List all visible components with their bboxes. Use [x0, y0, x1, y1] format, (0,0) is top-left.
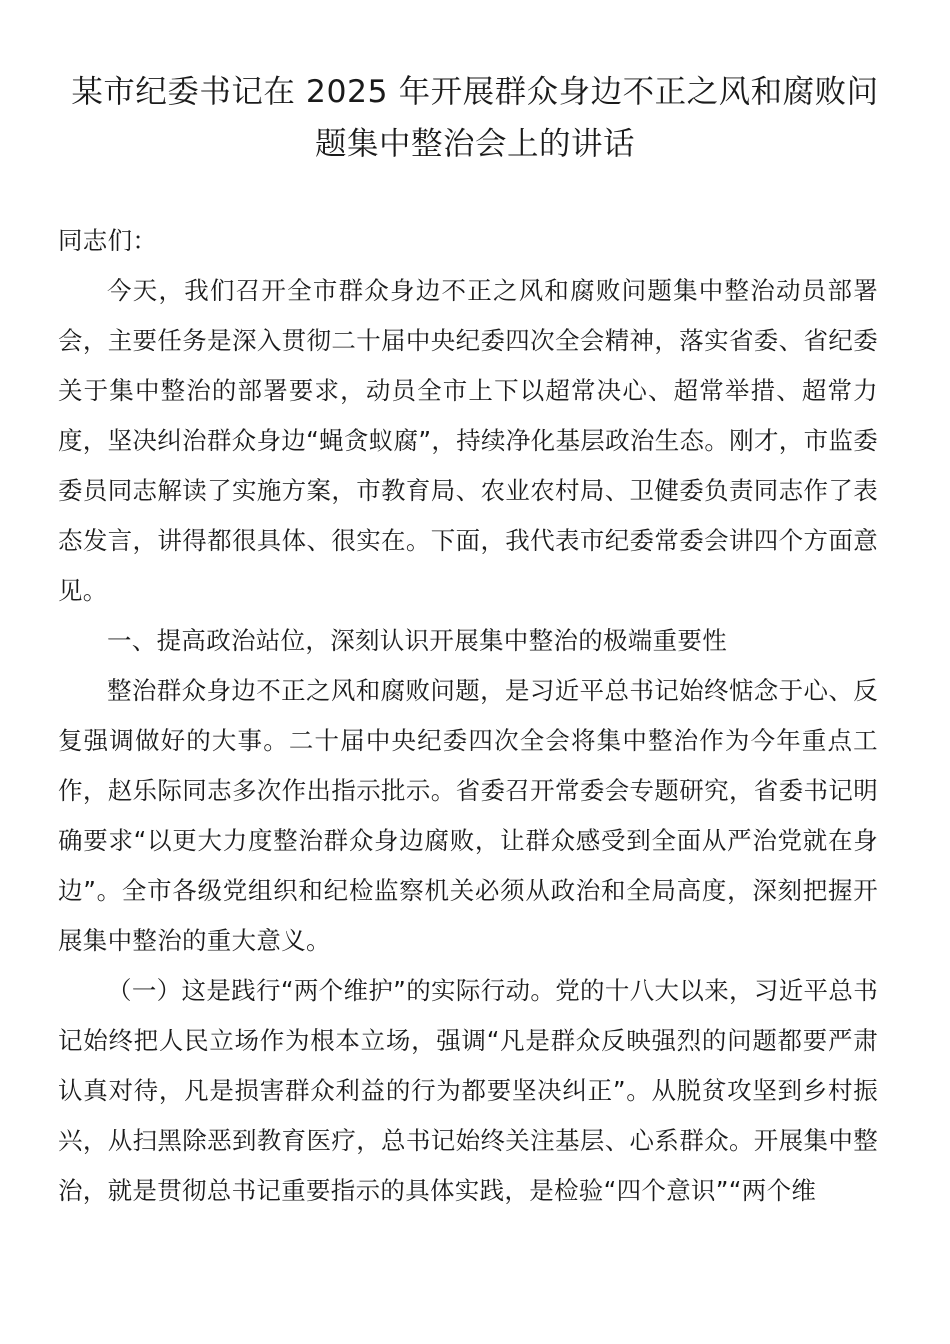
paragraph-subsection-1: （一）这是践行“两个维护”的实际行动。党的十八大以来，习近平总书记始终把人民立场作为根本立场，强调“凡是群众反映强烈的问题都要严肃认真对待，凡是损害群众利益的行为都要坚决纠正”。从脱贫攻坚到乡村振兴，从扫黑除恶到教育医疗，总书记始终关注基层、心系群众。开展集中整治，就是贯彻总书记重要指示的具体实践，是检验“四个意识”“两个维: [58, 976, 878, 1205]
paragraph-intro: 今天，我们召开全市群众身边不正之风和腐败问题集中整治动员部署会，主要任务是深入贯彻二十届中央纪委四次全会精神，落实省委、省纪委关于集中整治的部署要求，动员全市上下以超常决心、超常举措、超常力度，坚决纠治群众身边“蝇贪蚁腐”，持续净化基层政治生态。刚才，市监委委员同志解读了实施方案，市教育局、农业农村局、卫健委负责同志作了表态发言，讲得都很具体、很实在。下面，我代表市纪委常委会讲四个方面意见。: [58, 276, 878, 605]
salutation: 同志们：: [58, 226, 158, 255]
section-heading-1: 一、提高政治站位，深刻认识开展集中整治的极端重要性: [107, 626, 727, 655]
document-body: [58, 216, 878, 1216]
paragraph-section-1: 整治群众身边不正之风和腐败问题，是习近平总书记始终惦念于心、反复强调做好的大事。二十届中央纪委四次全会将集中整治作为今年重点工作，赵乐际同志多次作出指示批示。省委召开常委会专题研究，省委书记明确要求“以更大力度整治群众身边腐败，让群众感受到全面从严治党就在身边”。全市各级党组织和纪检监察机关必须从政治和全局高度，深刻把握开展集中整治的重大意义。: [58, 676, 878, 955]
document-title: 某市纪委书记在 2025 年开展群众身边不正之风和腐败问题集中整治会上的讲话: [71, 74, 879, 162]
